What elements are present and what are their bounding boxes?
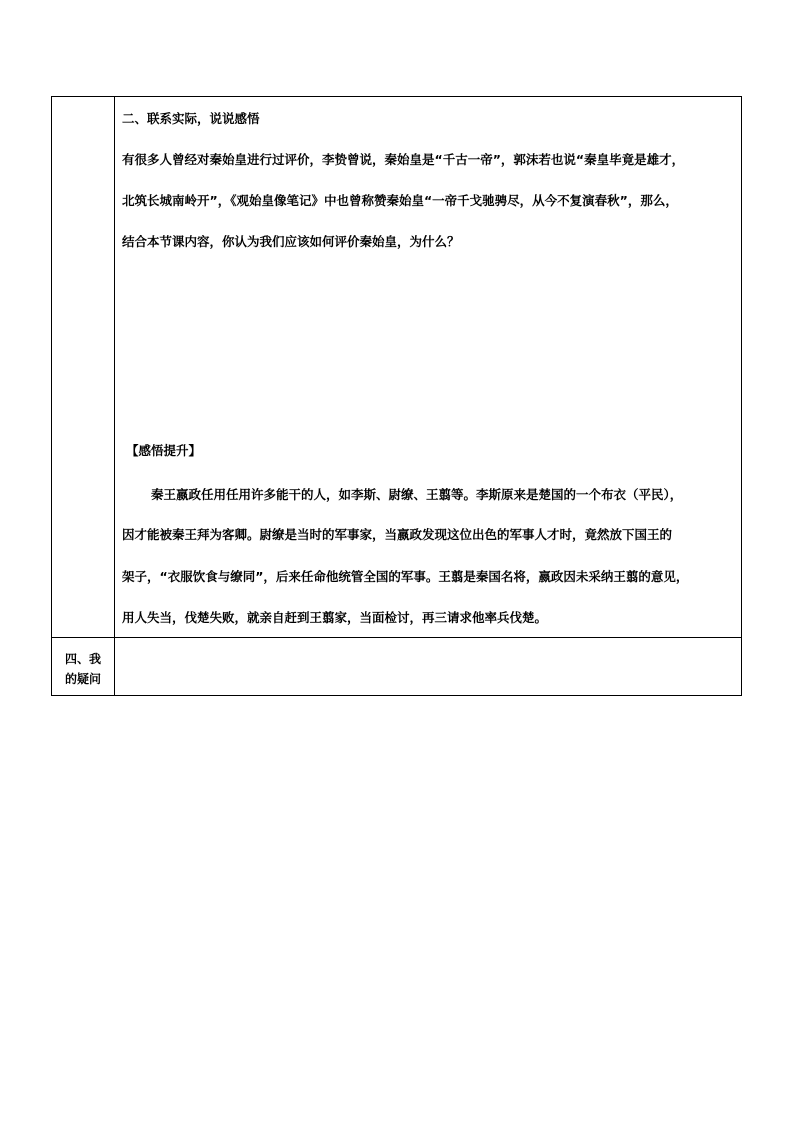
section-four-label-line-2: 的疑问 [64, 672, 101, 686]
section-four-label [56, 649, 110, 689]
column-divider [114, 97, 115, 695]
insight-heading: 【感悟提升】 [126, 443, 202, 458]
question-line-3: 结合本节课内容，你认为我们应该如何评价秦始皇，为什么？ [122, 234, 460, 249]
insight-line-4: 用人失当，伐楚失败，就亲自赶到王翦家，当面检讨，再三请求他率兵伐楚。 [122, 610, 548, 625]
section-two-heading: 二、联系实际，说说感悟 [122, 111, 260, 126]
insight-line-3: 架子，“衣服饮食与缭同”，后来任命他统管全国的军事。王翦是秦国名将，嬴政因未采纳王翦的意见， [122, 569, 689, 584]
insight-line-1: 秦王嬴政任用任用许多能干的人，如李斯、尉缭、王翦等。李斯原来是楚国的一个布衣（平民）， [151, 487, 683, 502]
insight-line-2: 因才能被秦王拜为客卿。尉缭是当时的军事家，当嬴政发现这位出色的军事人才时，竟然放下国王的 [122, 527, 673, 542]
row-divider [52, 637, 741, 638]
question-line-2: 北筑长城南岭开”，《观始皇像笔记》中也曾称赞秦始皇“一帝千戈驰骋尽，从今不复演春秋”，那么， [122, 193, 678, 208]
question-line-1: 有很多人曾经对秦始皇进行过评价，李贽曾说，秦始皇是“千古一帝”，郭沫若也说“秦皇毕竟是雄才， [122, 152, 685, 167]
worksheet-table [51, 96, 742, 696]
section-four-label-line-1: 四、我 [64, 652, 101, 666]
